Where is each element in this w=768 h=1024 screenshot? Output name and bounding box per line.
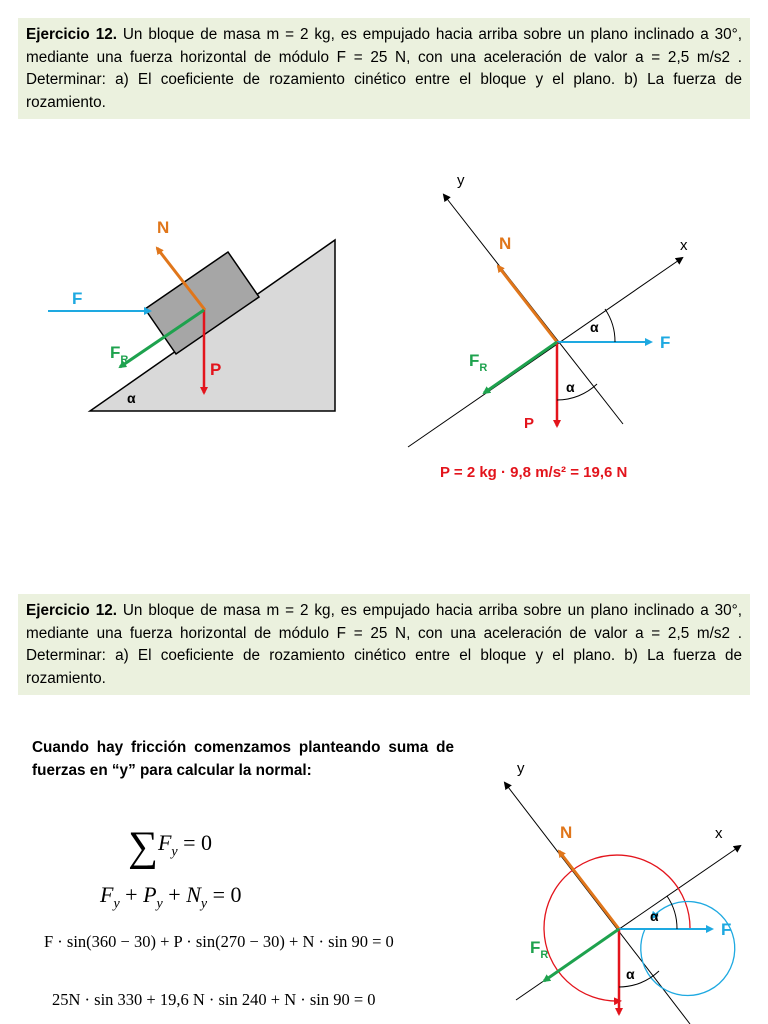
equation-components-y: $F_y + P_y + N_y = 0$ <box>100 882 242 912</box>
label-fr: $F_R$ <box>530 938 549 961</box>
label-y-axis: y <box>517 760 525 777</box>
equation-sum-fy: $\sum F_y = 0$ <box>128 824 213 870</box>
label-n: N <box>499 234 512 253</box>
equation-numeric: 25N · sin 330 + 19,6 N · sin 240 + N · sin 90 = 0 <box>52 990 376 1009</box>
force-fr-arrow <box>544 929 619 981</box>
exercise-text: Un bloque de masa m = 2 kg, es empujado hacia arriba sobre un plano inclinado a 30°, mediante una fuerza horizontal de módulo F = 25 N, con una aceleración de valor a = 2,5 m/s2 . Determinar: a) El coeficiente de rozamiento cinético entre el bloque y el plano. b) La fuerza de rozamiento. <box>26 26 742 111</box>
label-x-axis: x <box>680 237 688 254</box>
angle-arc-bottom <box>557 384 597 400</box>
exercise-title: Ejercicio 12. <box>26 26 117 43</box>
weight-equation: P = 2 kg · 9,8 m/s² = 19,6 N <box>440 464 628 481</box>
label-fr: $F_R$ <box>469 351 488 374</box>
force-n-arrow <box>559 851 619 929</box>
x-axis-line <box>408 258 682 447</box>
angle-arc-top <box>667 896 677 929</box>
label-alpha: α <box>127 390 136 406</box>
exercise-title: Ejercicio 12. <box>26 602 117 619</box>
label-f: F <box>721 920 732 939</box>
exercise-text: Un bloque de masa m = 2 kg, es empujado hacia arriba sobre un plano inclinado a 30°, mediante una fuerza horizontal de módulo F = 25 N, con una aceleración de valor a = 2,5 m/s2 . Determinar: a) El coeficiente de rozamiento cinético entre el bloque y el plano. b) La fuerza de rozamiento. <box>26 602 742 687</box>
label-alpha-top: α <box>650 908 659 924</box>
label-alpha-bottom: α <box>626 966 635 982</box>
label-fr: $F_R$ <box>110 343 129 366</box>
free-body-diagram-2 <box>505 760 740 1024</box>
label-alpha-top: α <box>590 319 599 335</box>
label-y-axis: y <box>457 172 465 189</box>
label-f: F <box>72 289 83 308</box>
force-fr-arrow <box>484 342 557 393</box>
label-alpha-bottom: α <box>566 379 575 395</box>
label-f: F <box>660 333 671 352</box>
exercise-statement-2 <box>18 594 750 695</box>
label-n: N <box>157 218 170 237</box>
sum-symbol: ∑ <box>128 824 158 870</box>
angle-arc-top <box>605 309 615 342</box>
free-body-diagram-1 <box>408 172 688 481</box>
label-p: P <box>524 415 535 432</box>
solution-intro: Cuando hay fricción comenzamos planteando suma de fuerzas en “y” para calcular la normal: <box>32 739 454 779</box>
angle-arc-bottom <box>619 971 659 987</box>
label-n: N <box>560 823 573 842</box>
label-p: P <box>210 360 222 379</box>
label-x-axis: x <box>715 825 723 842</box>
equation-sines: F · sin(360 − 30) + P · sin(270 − 30) + N · sin 90 = 0 <box>44 932 394 951</box>
force-n-arrow <box>498 266 557 342</box>
